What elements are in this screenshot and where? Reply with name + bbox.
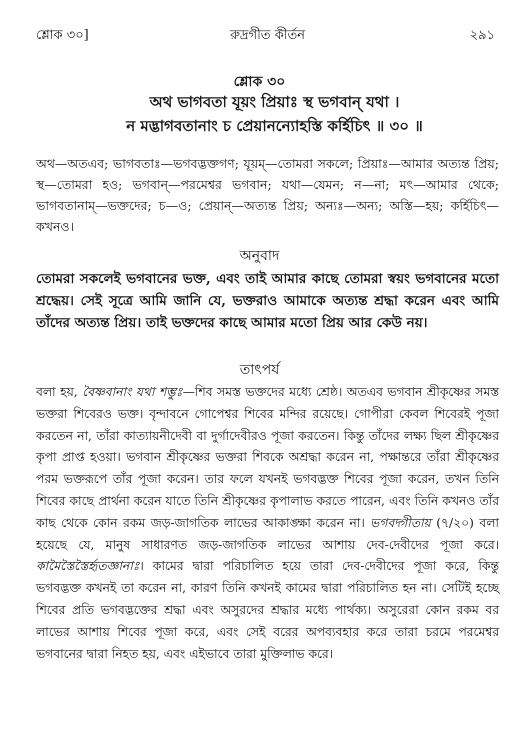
purport-heading: তাৎপর্য — [239, 362, 280, 378]
translation-heading: অনুবাদ — [239, 248, 280, 264]
purport-run: —শিব সমস্ত ভক্তদের মধ্যে শ্রেষ্ঠ। অতএব ভগবান শ্রীকৃষ্ণের সমস্ত ভক্তরা শিবেরও ভক্ত। বৃন্দাবনে গোপেশ্বর শিবের মন্দির রয়েছে। গোপীরা কেবল শিবেরই পূজা করতেন না, তাঁরা কাত্যায়নীদেবী বা দুর্গাদেবীরও পূজা করতেন। কিন্তু তাঁদের লক্ষ্য ছিল শ্রীকৃষ্ণের কৃপা প্রাপ্ত হওয়া। ভগবান শ্রীকৃষ্ণের ভক্তরা শিবকে অশ্রদ্ধা করেন না, পক্ষান্তরে তাঁরা শ্রীকৃষ্ণের পরম ভক্তরূপে তাঁর পূজা করেন। তার ফলে যখনই ভগবদ্ভক্ত শিবের পূজা করেন, তখন তিনি শিবের কাছে প্রার্থনা করেন যাতে তিনি শ্রীকৃষ্ণের কৃপালাভ করতে পারেন, এবং তিনি কখনও তাঁর কাছ থেকে কোন রকম জড়-জাগতিক লাভের আকাঙ্ক্ষা করেন না। — [36, 385, 500, 530]
verse-line-1: অথ ভাগবতা যূয়ং প্রিয়াঃ স্থ ভগবান্ যথা । — [149, 93, 400, 111]
purport-scripture-ref: ভগবদ্গীতায় — [370, 515, 431, 530]
purport-run: । কামের দ্বারা পরিচালিত হয়ে তারা দেব-দেবীদের পূজা করে, কিন্তু ভগবদ্ভক্ত কখনই তা করেন না, কারণ তিনি কখনই কামের দ্বারা পরিচালিত হন না। সেটিই হচ্ছে শিবের প্রতি ভগবদ্ভক্তের শ্রদ্ধা এবং অসুরদের শ্রদ্ধার মধ্যে পার্থক্য। অসুরেরা কোন রকম বর লাভের আশায় শিবের পূজা করে, এবং সেই বরের অপব্যবহার করে তারা চরমে পরমেশ্বর ভগবানের দ্বারা নিহত হয়, এবং এইভাবে তারা মুক্তিলাভ করে। — [36, 559, 499, 661]
purport-run: (৭/২০) বলা হয়েছে যে, মানুষ সাধারণত জড়-জাগতিক লাভের আশায় দেব-দেবীদের পূজা করে। — [36, 515, 499, 552]
sanskrit-verse — [0, 90, 519, 138]
translation-text: তোমরা সকলেই ভগবানের ভক্ত, এবং তাই আমার কাছে তোমরা স্বয়ং ভগবানের মতো শ্রদ্ধেয়। সেই সূত্রে আমি জানি যে, ভক্তরাও আমাকে অত্যন্ত শ্রদ্ধা করেন এবং আমি তাঁদের অত্যন্ত প্রিয়। তাই ভক্তদের কাছে আমার মতো প্রিয় আর কেউ নয়। — [36, 271, 499, 331]
purport-text — [36, 382, 499, 665]
purport-run: বলা হয়, — [36, 385, 83, 399]
verse-title: শ্লোক ৩০ — [233, 74, 286, 90]
purport-quote: বৈষ্ণবানাং যথা শম্ভুঃ — [82, 385, 183, 399]
purport-quote: কামৈস্তৈস্তৈর্হৃতজ্ঞানাঃ — [36, 559, 140, 574]
word-synonyms: অথ—অতএব; ভাগবতাঃ—ভগবদ্ভক্তগণ; যূয়ম্—তোমরা সকলে; প্রিয়াঃ—আমার অত্যন্ত প্রিয়; স্থ—তোমরা হও; ভগবান্—পরমেশ্বর ভগবান; যথা—যেমন; ন—না; মৎ—আমার থেকে; ভাগবতানাম্—ভক্তদের; চ—ও; প্রেয়ান্—অত্যন্ত প্রিয়; অন্যঃ—অন্য; অস্তি—হয়; কর্হিচিৎ—কখনও। — [36, 156, 499, 234]
running-header — [36, 26, 499, 46]
header-chapter-title: রুদ্রগীত কীর্তন — [229, 28, 306, 43]
header-verse-ref: শ্লোক ৩০] — [36, 28, 89, 43]
page-number: ২৯১ — [469, 28, 495, 43]
verse-line-2: ন মদ্ভাগবতানাং চ প্রেয়ানন্যোহস্তি কর্হিচিৎ ॥ ৩০ ॥ — [126, 117, 423, 135]
